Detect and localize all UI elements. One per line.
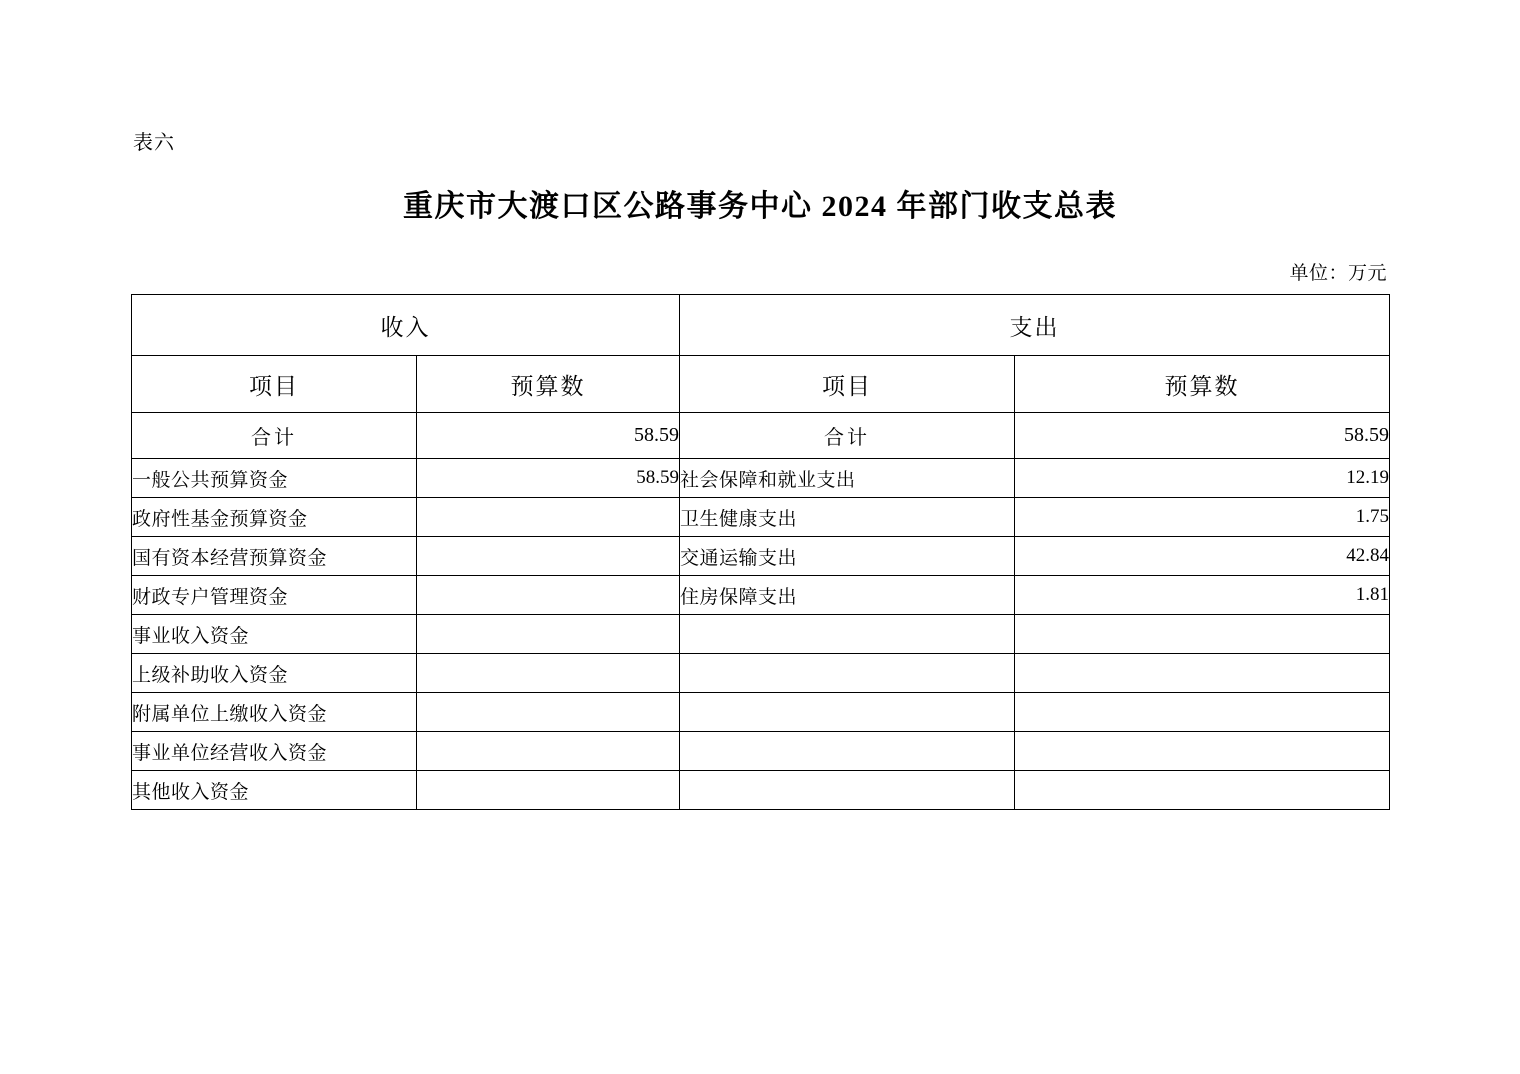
income-value: 58.59 [417,459,680,498]
table-row [132,732,1390,771]
total-income-label: 合计 [132,413,417,459]
expense-value [1015,732,1390,771]
group-header-expense: 支出 [680,295,1390,356]
expense-item: 卫生健康支出 [680,498,1015,537]
expense-value: 1.81 [1015,576,1390,615]
income-value [417,771,680,810]
income-value [417,576,680,615]
expense-item: 交通运输支出 [680,537,1015,576]
expense-item [680,771,1015,810]
table-row [132,498,1390,537]
income-value [417,615,680,654]
table-column-header-row [132,356,1390,413]
income-item: 国有资本经营预算资金 [132,537,417,576]
total-expense-label: 合计 [680,413,1015,459]
expense-value: 42.84 [1015,537,1390,576]
income-value [417,654,680,693]
budget-table [131,294,1390,810]
group-header-income: 收入 [132,295,680,356]
table-row [132,537,1390,576]
table-row [132,654,1390,693]
table-row [132,576,1390,615]
expense-value: 1.75 [1015,498,1390,537]
income-item: 事业收入资金 [132,615,417,654]
expense-item [680,732,1015,771]
income-value [417,732,680,771]
income-item: 事业单位经营收入资金 [132,732,417,771]
income-item: 财政专户管理资金 [132,576,417,615]
income-item: 政府性基金预算资金 [132,498,417,537]
income-item: 一般公共预算资金 [132,459,417,498]
table-label: 表六 [133,132,175,154]
total-income-value: 58.59 [417,413,680,459]
expense-item: 住房保障支出 [680,576,1015,615]
column-header-income-budget: 预算数 [417,356,680,413]
page-title: 重庆市大渡口区公路事务中心 2024 年部门收支总表 [403,190,1117,223]
expense-item [680,693,1015,732]
expense-value [1015,654,1390,693]
expense-item [680,615,1015,654]
column-header-income-item: 项目 [132,356,417,413]
income-value [417,498,680,537]
column-header-expense-item: 项目 [680,356,1015,413]
expense-value [1015,771,1390,810]
table-row [132,771,1390,810]
expense-value [1015,615,1390,654]
income-item: 附属单位上缴收入资金 [132,693,417,732]
income-value [417,693,680,732]
income-item: 上级补助收入资金 [132,654,417,693]
table-row [132,459,1390,498]
table-group-header-row [132,295,1390,356]
income-value [417,537,680,576]
total-expense-value: 58.59 [1015,413,1390,459]
table-row-total [132,413,1390,459]
table-row [132,693,1390,732]
table-row [132,615,1390,654]
income-item: 其他收入资金 [132,771,417,810]
expense-item: 社会保障和就业支出 [680,459,1015,498]
expense-item [680,654,1015,693]
unit-note: 单位：万元 [1289,263,1387,284]
expense-value: 12.19 [1015,459,1390,498]
expense-value [1015,693,1390,732]
column-header-expense-budget: 预算数 [1015,356,1390,413]
